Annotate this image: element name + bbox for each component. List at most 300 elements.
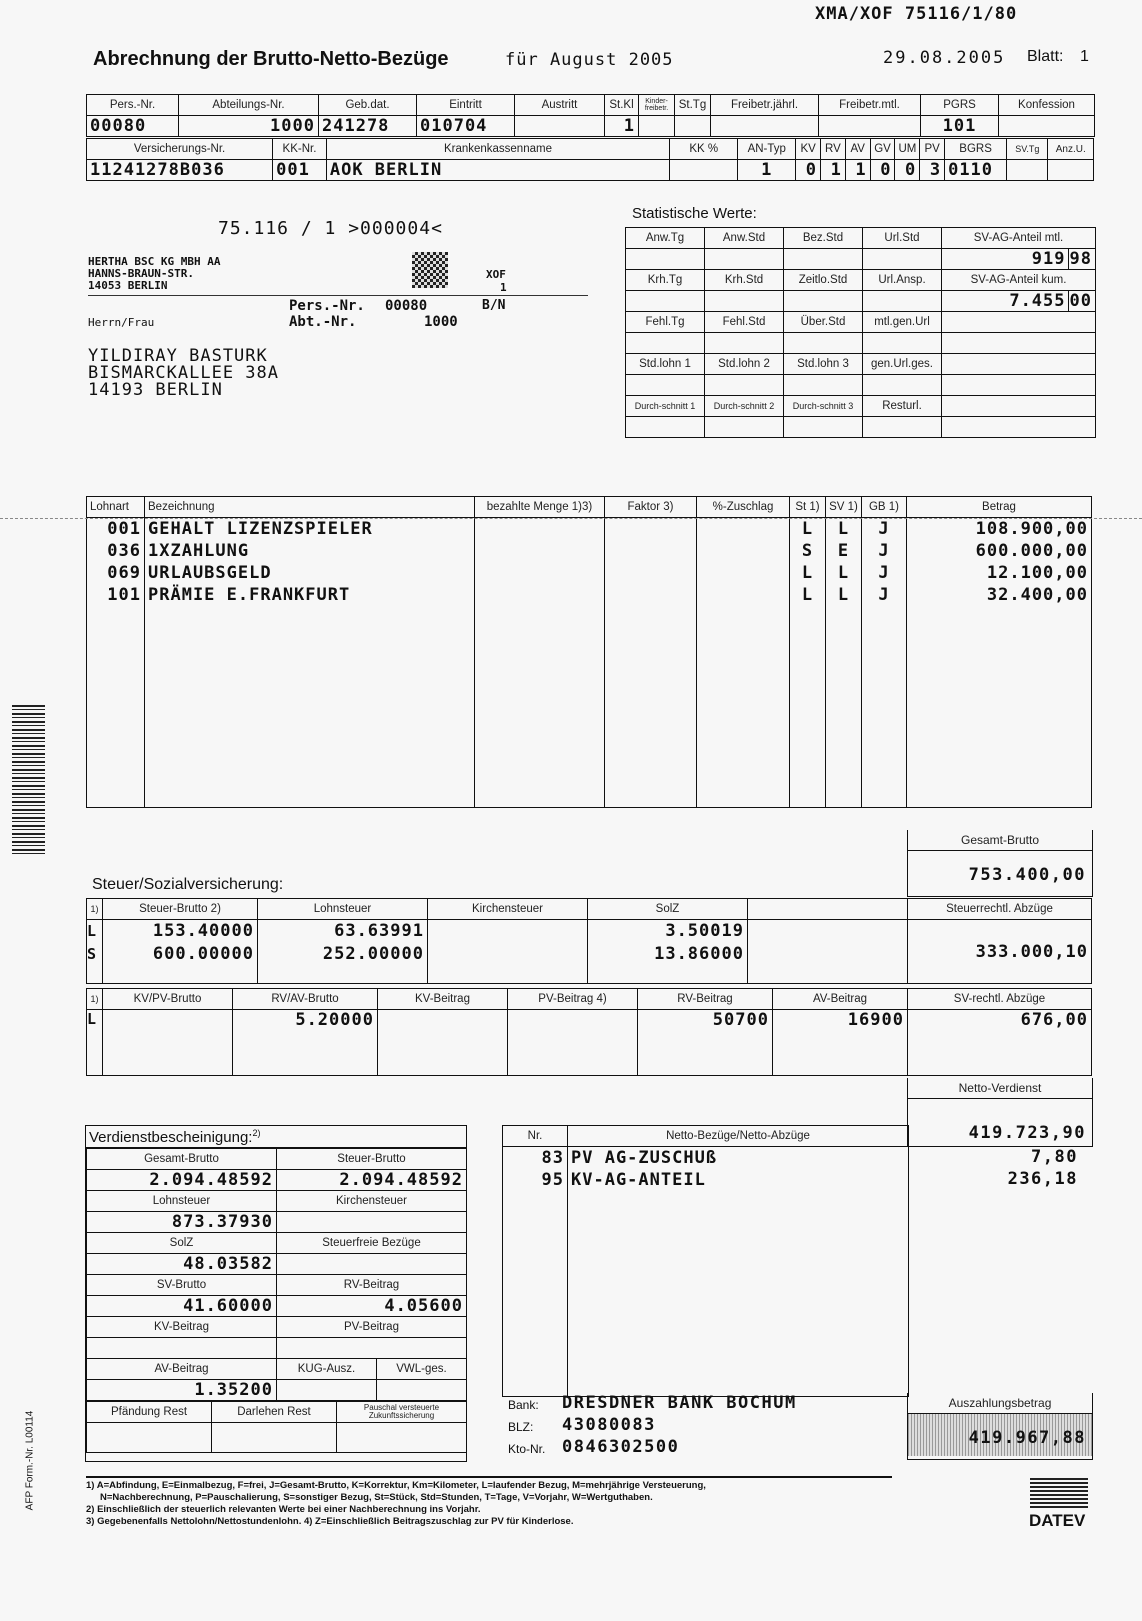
item-st: L [801,563,814,583]
cents: 00 [351,1010,374,1030]
item-st: L [801,585,814,605]
vb-steuer-brutto-value [277,1170,467,1191]
item-name: PRÄMIE E.FRANKFURT [148,585,351,605]
cents: 00 [881,1010,904,1030]
footnote-2: 2) Einschließlich der steuerlich relevanten Werte bei einer Nachberechnung ins Vorjahr. [86,1504,481,1515]
label-anz-u: Anz.U. [1048,139,1094,160]
bank-values [562,1392,797,1458]
label-pgrs: PGRS [921,95,999,116]
items-header-st: St 1) [790,497,826,518]
amount: 2.094.485 [149,1170,251,1190]
vb-vwl-label: VWL-ges. [377,1359,467,1380]
pv-value: 3 [920,160,945,181]
cents: 92 [250,1170,273,1190]
vb-kug-value [277,1380,377,1401]
tax-kind: S [87,945,98,963]
amount: 507 [712,1010,747,1030]
items-header-zuschlag: %-Zuschlag [697,497,790,518]
bn-label: B/N [482,298,506,313]
items-header-row [87,497,1092,518]
tax-header-abzuege: Steuerrechtl. Abzüge [908,899,1092,920]
items-header-bezeichnung: Bezeichnung [145,497,475,518]
items-header-faktor: Faktor 3) [605,497,697,518]
label-gv: GV [870,139,895,160]
stat-anw-std: Anw.Std [705,228,784,249]
amount: 41.600 [183,1296,251,1316]
stat-fehl-tg: Fehl.Tg [626,312,705,333]
sv-ag-mtl-cents: 98 [1069,249,1092,269]
payout-box [907,1393,1093,1460]
sv-header-kvpv-brutto: KV/PV-Brutto [103,989,233,1010]
vb-lohnsteuer-label: Lohnsteuer [87,1191,277,1212]
items-header-lohnart: Lohnart [87,497,145,518]
payout-label: Auszahlungsbetrag [908,1393,1092,1414]
period: für August 2005 [505,50,674,70]
label-konfession: Konfession [999,95,1095,116]
stat-durchschnitt-3: Durch-schnitt 3 [784,396,863,417]
item-sv: L [837,519,850,539]
tax-brutto-column [103,920,258,984]
bgrs-value: 0110 [945,160,1007,181]
earnings-certificate-title [86,1126,466,1148]
sv-tg-value [1007,160,1048,181]
vb-darlehen-label: Darlehen Rest [212,1402,337,1423]
insurance-header-table [86,138,1094,181]
vb-zukunftssicherung-label: Pauschal versteuerte Zukunftssicherung [337,1402,467,1423]
items-column-menge [475,518,605,808]
um-value: 0 [895,160,920,181]
cents: 00 [746,1010,769,1030]
address-divider [88,295,588,296]
freibetr-jaehrl-value [711,116,819,137]
label-freibetr-jaehrl: Freibetr.jährl. [711,95,819,116]
kv-value: 0 [796,160,821,181]
item-name: URLAUBSGELD [148,563,272,583]
items-column-zuschlag [697,518,790,808]
amount: 5.200 [295,1010,352,1030]
kk-nr-value: 001 [273,160,327,181]
label-um: UM [895,139,920,160]
sv-footnote-header: 1) [87,989,103,1010]
amount: 873.379 [171,1212,251,1232]
sv-ag-mtl-amount: 919 [1031,249,1066,269]
sv-header-av-beitrag: AV-Beitrag [773,989,908,1010]
footnote-1: 1) A=Abfindung, E=Einmalbezug, F=frei, J=Gesamt-Brutto, K=Korrektur, Km=Kilometer, L=laufender Bezug, M=mehrjährige Versteuerung, [86,1480,706,1491]
net-items-table [502,1125,909,1397]
cents: 00 [721,944,744,964]
sheet-number: 1 [1080,48,1089,65]
label-pers-nr: Pers.-Nr. [87,95,179,116]
items-column-sv [826,518,862,808]
vb-kug-label: KUG-Ausz. [277,1359,377,1380]
vb-pv-beitrag-label: PV-Beitrag [277,1317,467,1338]
vb-steuerfrei-value [277,1254,467,1275]
tax-header-solz: SolZ [588,899,748,920]
stat-bez-std: Bez.Std [784,228,863,249]
items-column-bezeichnung [145,518,475,808]
netto-verdienst-label: Netto-Verdienst [908,1078,1092,1099]
label-rv: RV [821,139,846,160]
tax-kind-column [87,920,103,984]
tax-kirchensteuer-column [428,920,588,984]
net-items-nr-column [503,1147,568,1397]
blz-value: 43080083 [562,1415,656,1435]
stat-fehl-std: Fehl.Std [705,312,784,333]
net-item-amount: 236,18 [1007,1169,1078,1189]
earnings-certificate-rest-table [86,1401,467,1453]
tax-footnote-header: 1) [87,899,103,920]
stat-url-ansp: Url.Ansp. [863,270,942,291]
footnotes [86,1480,706,1528]
vb-solz-label: SolZ [87,1233,277,1254]
sv-rvav-brutto-value [233,1010,378,1076]
amount: 252.000 [322,944,402,964]
label-eintritt: Eintritt [417,95,515,116]
label-sv-tg: SV.Tg [1007,139,1048,160]
kk-percent-value [670,160,738,181]
vb-gesamt-brutto-label: Gesamt-Brutto [87,1149,277,1170]
net-items-header-nr: Nr. [503,1126,568,1147]
stat-sv-ag-mtl-label: SV-AG-Anteil mtl. [942,228,1096,249]
amount: 48.035 [183,1254,251,1274]
rv-value: 1 [821,160,846,181]
vb-gesamt-brutto-value [87,1170,277,1191]
amount: 13.860 [654,944,722,964]
kto-label: Kto-Nr. [508,1442,546,1456]
stat-ueber-std: Über.Std [784,312,863,333]
vb-steuerfrei-label: Steuerfreie Bezüge [277,1233,467,1254]
sv-header-abzuege: SV-rechtl. Abzüge [908,989,1092,1010]
items-column-lohnart [87,518,145,808]
freibetr-mtl-value [819,116,921,137]
item-amount: 108.900,00 [975,519,1088,539]
sv-header-rv-beitrag: RV-Beitrag [638,989,773,1010]
items-column-gb [862,518,907,808]
sv-kvpv-brutto-value [103,1010,233,1076]
stat-resturl: Resturl. [863,396,942,417]
tax-header-lohnsteuer: Lohnsteuer [258,899,428,920]
label-kk-nr: KK-Nr. [273,139,327,160]
item-sv: L [837,585,850,605]
cents: 91 [401,921,424,941]
cents: 00 [401,944,424,964]
stat-krh-tg: Krh.Tg [626,270,705,291]
cents: 82 [250,1254,273,1274]
sv-abzuege-value: 676,00 [908,1010,1092,1076]
earnings-certificate [85,1125,467,1462]
item-amount: 32.400,00 [986,585,1088,605]
sv-ag-kum-amount: 7.455 [1009,291,1066,311]
vb-kirchensteuer-value [277,1212,467,1233]
stat-durchschnitt-2: Durch-schnitt 2 [705,396,784,417]
konfession-value [999,116,1095,137]
items-header-betrag: Betrag [907,497,1092,518]
reference-line: 75.116 / 1 >000004< [218,218,443,239]
kinderfreibetrag-value [639,116,675,137]
item-gb: J [878,563,890,583]
item-sv: L [837,563,850,583]
amount: 1.352 [194,1380,251,1400]
tax-solz [591,943,744,966]
gesamt-brutto-box [907,830,1093,897]
abt-nr-address-value: 1000 [424,314,458,330]
tax-solz [591,920,744,943]
label-an-typ: AN-Typ [738,139,796,160]
fold-mark [0,518,1142,519]
bank-labels [508,1394,545,1460]
label-kinderfreibetrag: Kinder-freibetr. [639,95,675,116]
items-header-menge: bezahlte Menge 1)3) [475,497,605,518]
barcode-icon [12,705,45,855]
vb-lohnsteuer-value [87,1212,277,1233]
date: 29.08.2005 [883,48,1006,68]
steuer-title: Steuer/Sozialversicherung: [92,876,284,893]
item-name: GEHALT LIZENZSPIELER [148,519,373,539]
amount: 169 [847,1010,882,1030]
items-column-betrag [907,518,1092,808]
stats-title: Statistische Werte: [632,205,757,222]
item-sv: E [837,541,850,561]
cents: 00 [250,1296,273,1316]
bank-label: Bank: [508,1398,539,1412]
payout-value: 419.967,88 [908,1414,1092,1456]
vb-vwl-value [377,1380,467,1401]
vb-pv-beitrag-value [277,1338,467,1359]
stat-std-lohn-3: Std.lohn 3 [784,354,863,375]
amount: 600.000 [152,944,232,964]
sv-header-rvav-brutto: RV/AV-Brutto [233,989,378,1010]
stat-url-std: Url.Std [863,228,942,249]
gv-value: 0 [870,160,895,181]
pers-nr-value: 00080 [87,116,179,137]
item-amount: 600.000,00 [975,541,1088,561]
label-st-kl: St.Kl [605,95,639,116]
vb-rv-beitrag-label: RV-Beitrag [277,1275,467,1296]
tax-solz-column [588,920,748,984]
sv-rv-beitrag-value [638,1010,773,1076]
label-austritt: Austritt [515,95,605,116]
footnote-3: 3) Gegebenenfalls Nettolohn/Nettostundenlohn. 4) Z=Einschließlich Beitragszuschlag zur PV für Kinderlose. [86,1516,574,1527]
net-item-nr: 95 [541,1170,564,1190]
eintritt-value: 010704 [417,116,515,137]
vb-kv-beitrag-label: KV-Beitrag [87,1317,277,1338]
vb-solz-value [87,1254,277,1275]
vb-steuer-brutto-label: Steuer-Brutto [277,1149,467,1170]
sv-header-pv-beitrag: PV-Beitrag 4) [508,989,638,1010]
netto-verdienst-box [907,1078,1093,1147]
stat-gen-url-ges: gen.Url.ges. [863,354,942,375]
net-item-name: KV-AG-ANTEIL [571,1170,706,1190]
label-freibetr-mtl: Freibetr.mtl. [819,95,921,116]
amount: 63.639 [334,921,402,941]
item-code: 101 [107,585,141,605]
items-column-st [790,518,826,808]
footnote-marker: 2) [252,1128,261,1138]
amount: 4.056 [384,1296,441,1316]
vb-sv-brutto-label: SV-Brutto [87,1275,277,1296]
sv-ag-kum-value [942,291,1096,312]
item-name: 1XZAHLUNG [148,541,250,561]
vb-sv-brutto-value [87,1296,277,1317]
employer-street: HANNS-BRAUN-STR. [88,267,194,280]
item-st: S [801,541,814,561]
amount: 2.094.485 [339,1170,441,1190]
sv-av-beitrag-value [773,1010,908,1076]
items-header-sv: SV 1) [826,497,862,518]
label-geb-dat: Geb.dat. [319,95,417,116]
net-item-name: PV AG-ZUSCHUß [571,1148,718,1168]
tax-lohnsteuer [261,943,424,966]
tax-kind: L [87,922,98,940]
stat-zeitlo-std: Zeitlo.Std [784,270,863,291]
employee-header-table [86,94,1095,137]
salutation: Herrn/Frau [88,316,155,329]
item-gb: J [878,541,890,561]
stat-mtl-gen-url: mtl.gen.Url [863,312,942,333]
social-insurance-table [86,988,1092,1076]
recipient-name: YILDIRAY BASTURK [88,346,268,366]
vb-kirchensteuer-label: Kirchensteuer [277,1191,467,1212]
cents: 00 [250,1380,273,1400]
av-value: 1 [845,160,870,181]
label-abt-nr: Abteilungs-Nr. [179,95,319,116]
stat-krh-std: Krh.Std [705,270,784,291]
pers-nr-address-value: 00080 [385,298,428,314]
stats-table [625,227,1096,438]
bank-name: DRESDNER BANK BOCHUM [562,1393,797,1413]
label-kk-percent: KK % [670,139,738,160]
net-item-nr: 83 [541,1148,564,1168]
anz-u-value [1048,160,1094,181]
top-reference: XMA/XOF 75116/1/80 [815,4,1018,24]
blz-label: BLZ: [508,1420,534,1434]
tax-abzuege-value: 333.000,10 [908,920,1092,984]
vers-nr-value: 11241278B036 [87,160,273,181]
sv-kind: L [87,1010,103,1076]
sv-ag-kum-cents: 00 [1069,291,1092,311]
label-vers-nr: Versicherungs-Nr. [87,139,273,160]
vb-pfaendung-label: Pfändung Rest [87,1402,212,1423]
netto-verdienst-value: 419.723,90 [968,1123,1086,1143]
stat-std-lohn-2: Std.lohn 2 [705,354,784,375]
sv-header-kv-beitrag: KV-Beitrag [378,989,508,1010]
datev-logo-icon [1030,1478,1088,1510]
cents: 19 [721,921,744,941]
recipient-city: 14193 BERLIN [88,380,223,400]
geb-dat-value: 241278 [319,116,417,137]
stat-durchschnitt-1: Durch-schnitt 1 [626,396,705,417]
label-st-tg: St.Tg [675,95,711,116]
sheet-label: Blatt: [1027,48,1064,65]
pers-nr-label: Pers.-Nr. [289,298,365,314]
net-items-header-name: Netto-Bezüge/Netto-Abzüge [568,1126,909,1147]
kto-value: 0846302500 [562,1437,680,1457]
sv-pv-beitrag-value [508,1010,638,1076]
earnings-certificate-table [86,1148,467,1401]
gesamt-brutto-value: 753.400,00 [968,865,1086,885]
item-gb: J [878,519,890,539]
items-body-row [87,518,1092,808]
st-kl-value: 1 [605,116,639,137]
net-items-amounts [910,1146,1078,1190]
abt-nr-value: 1000 [179,116,319,137]
cents: 00 [440,1296,463,1316]
items-column-faktor [605,518,697,808]
tax-brutto [106,943,254,966]
employer-name: HERTHA BSC KG MBH AA [88,255,221,268]
items-header-gb: GB 1) [862,497,907,518]
page-title: Abrechnung der Brutto-Netto-Bezüge [93,48,449,70]
recipient-street: BISMARCKALLEE 38A [88,363,279,383]
footnote-1-cont: N=Nachberechnung, P=Pauschalierung, S=sonstiger Bezug, St=Stück, Std=Stunden, T=Tage, V=Vorjahr, W=Wertguthaben. [100,1492,653,1503]
tax-table [86,898,1092,984]
stat-std-lohn-1: Std.lohn 1 [626,354,705,375]
austritt-value [515,116,605,137]
datamatrix-code-icon [412,252,448,288]
item-code: 001 [107,519,141,539]
tax-header-steuer-brutto: Steuer-Brutto 2) [103,899,258,920]
stat-anw-tg: Anw.Tg [626,228,705,249]
amount: 153.400 [152,921,232,941]
item-st: L [801,519,814,539]
cents: 00 [231,921,254,941]
st-tg-value [675,116,711,137]
label-bgrs: BGRS [945,139,1007,160]
label-kk-name: Krankenkassenname [326,139,669,160]
label-kv: KV [796,139,821,160]
footnote-divider [86,1476,892,1478]
tax-lohnsteuer [261,920,424,943]
tax-lohnsteuer-column [258,920,428,984]
cents: 30 [250,1212,273,1232]
sv-ag-mtl-value [942,249,1096,270]
kk-name-value: AOK BERLIN [326,160,669,181]
item-code: 036 [107,541,141,561]
item-amount: 12.100,00 [986,563,1088,583]
abt-nr-label: Abt.-Nr. [289,314,357,330]
form-number: AFP Form.-Nr. L00114 [24,1410,36,1511]
vb-av-beitrag-value [87,1380,277,1401]
item-code: 069 [107,563,141,583]
an-typ-value: 1 [738,160,796,181]
wage-items-table [86,496,1092,808]
vb-kv-beitrag-value [87,1338,277,1359]
pgrs-value: 101 [921,116,999,137]
vb-rv-beitrag-value [277,1296,467,1317]
tax-brutto [106,920,254,943]
employer-city: 14053 BERLIN [88,279,168,292]
amount: 3.500 [665,921,722,941]
title-text: Verdienstbescheinigung: [89,1129,253,1146]
gesamt-brutto-label: Gesamt-Brutto [908,830,1092,851]
tax-header-kirchensteuer: Kirchensteuer [428,899,588,920]
net-item-amount: 7,80 [1031,1147,1078,1167]
cents: 00 [231,944,254,964]
cents: 92 [440,1170,463,1190]
item-gb: J [878,585,890,605]
xof-number: 1 [500,281,507,294]
label-av: AV [845,139,870,160]
sv-kv-beitrag-value [378,1010,508,1076]
net-items-name-column [568,1147,909,1397]
label-pv: PV [920,139,945,160]
datev-logo-text: DATEV [1029,1511,1086,1530]
xof-label: XOF [486,268,506,281]
recipient-address [88,348,279,399]
vb-av-beitrag-label: AV-Beitrag [87,1359,277,1380]
stat-sv-ag-kum-label: SV-AG-Anteil kum. [942,270,1096,291]
employer-address [88,256,220,292]
